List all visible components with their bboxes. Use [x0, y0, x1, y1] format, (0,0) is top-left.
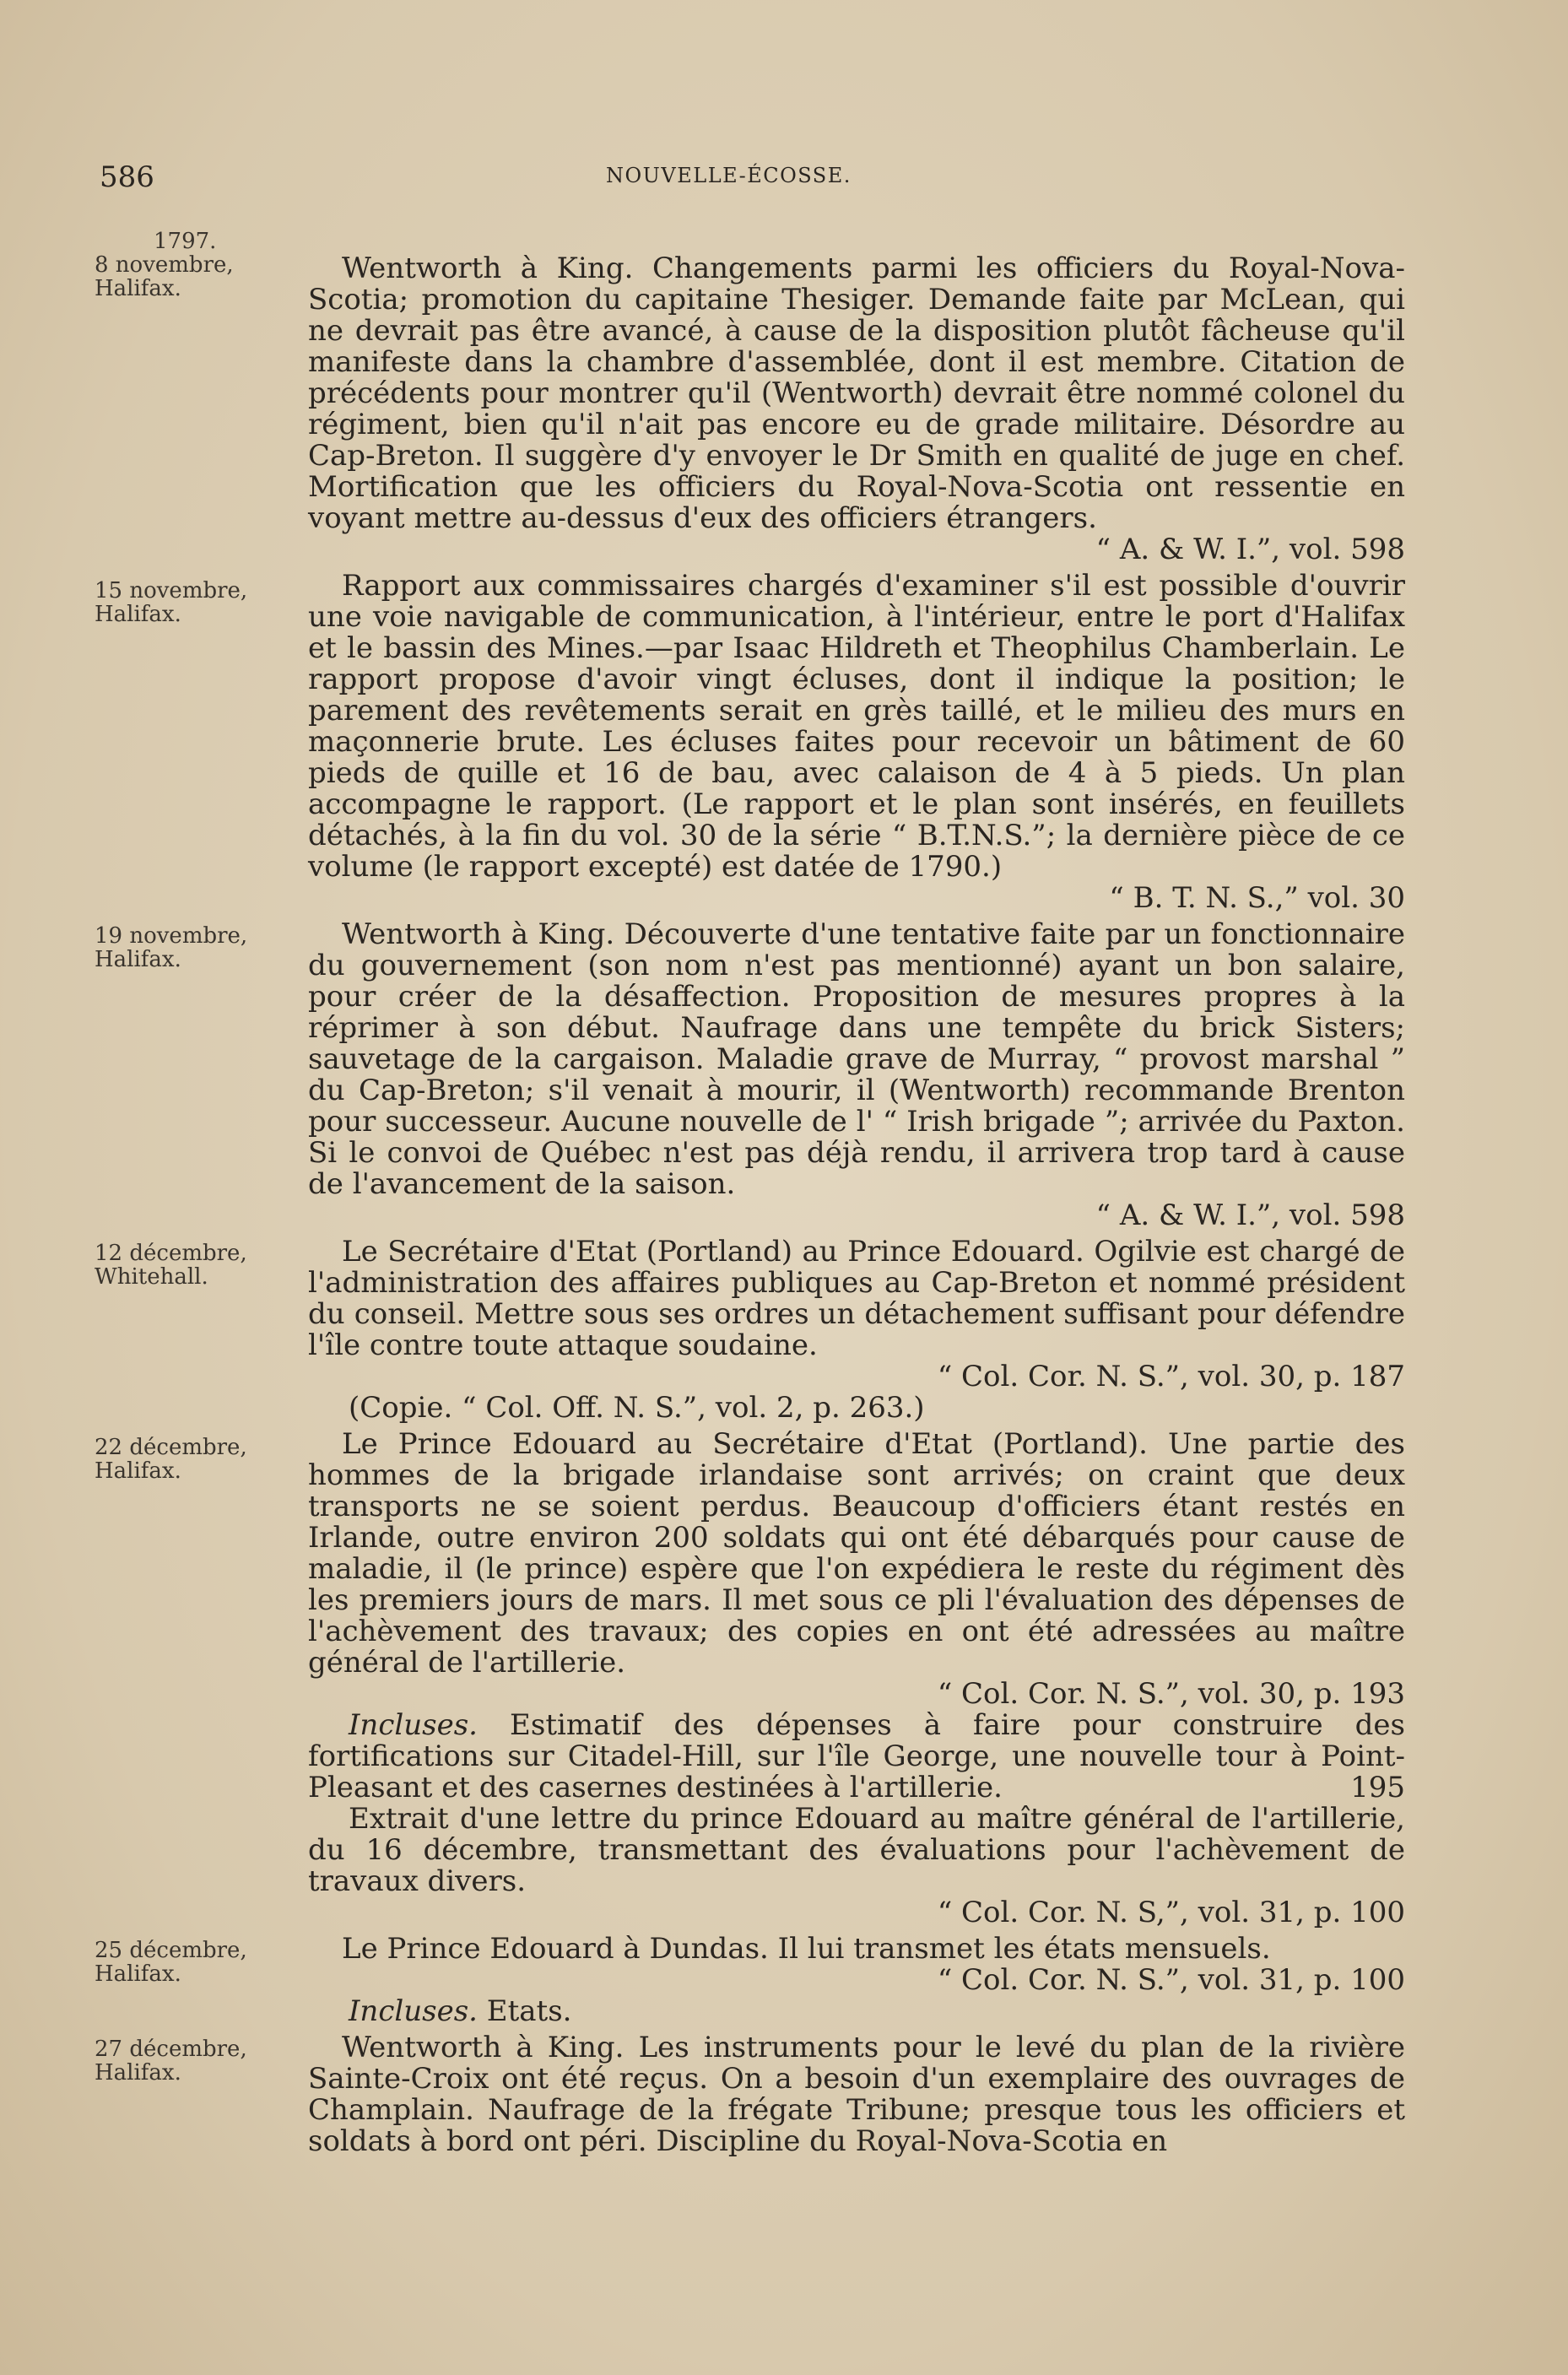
entry-date: 19 novembre, — [95, 923, 248, 949]
entry-margin — [95, 1436, 284, 1483]
entry-body: Rapport aux commissaires chargés d'examiner s'il est possible d'ouvrir une voie navigable de communication, à l'intérieur, entre le port d'Halifax et le bassin des Mines.—par Isaac Hildreth et Theophilus Chamberlain. Le rapport propose d'avoir vingt écluses, dont il indique la position; le parement des revêtements serait en grès taillé, et le milieu des murs en maçonnerie brute. Les écluses faites pour recevoir un bâtiment de 60 pieds de quille et 16 de bau, avec calaison de 4 à 5 pieds. Un plan accompagne le rapport. (Le rapport et le plan sont insérés, en feuillets détachés, à la fin du vol. 30 de la série “ B.T.N.S.”; la dernière pièce de ce volume (le rapport excepté) est datée de 1790.) — [308, 569, 1405, 884]
entry-text — [308, 1236, 1405, 1424]
entry — [0, 1236, 1568, 1424]
entry-place: Halifax. — [95, 276, 181, 301]
entry-margin — [95, 1939, 284, 1986]
entry-place: Halifax. — [95, 2060, 181, 2086]
page-number: 586 — [100, 160, 154, 194]
entry-body: Wentworth à King. Changements parmi les officiers du Royal-Nova-Scotia; promotion du capitaine Thesiger. Demande faite par McLean, qui ne devrait pas être avancé, à cause de la disposition plutôt fâcheuse qu'il manifeste dans la chambre d'assemblée, dont il est membre. Citation de précédents pour montrer qu'il (Wentworth) devrait être nommé colonel du régiment, bien qu'il n'ait pas encore eu de grade militaire. Désordre au Cap-Breton. Il suggère d'y envoyer le Dr Smith en qualité de juge en chef. Mortification que les officiers du Royal-Nova-Scotia ont ressentie en voyant mettre au-dessus d'eux des officiers étrangers. — [308, 252, 1405, 535]
entry-place: Halifax. — [95, 1458, 181, 1484]
entry-date: 15 novembre, — [95, 578, 248, 603]
entry-body: Le Prince Edouard au Secrétaire d'Etat (Portland). Une partie des hommes de la brigade irlandaise sont arrivés; on craint que deux transports ne se soient perdus. Beaucoup d'officiers étant restés en Irlande, outre environ 200 soldats qui ont été débarqués pour cause de maladie, il (le prince) espère que l'on expédiera le reste du régiment dès les premiers jours de mars. Il met sous ce pli l'évaluation des dépenses de l'achèvement des travaux; des copies en ont été adressées au maître général de l'artillerie. — [308, 1427, 1405, 1680]
entry-text — [308, 1429, 1405, 1710]
entry-date: 27 décembre, — [95, 2037, 247, 2062]
enclosure-label: Incluses. — [349, 1994, 478, 2028]
entry — [0, 230, 1568, 565]
entry — [0, 1934, 1568, 2027]
entry-date: 12 décembre, — [95, 1241, 247, 1266]
entry-copy-note: (Copie. “ Col. Off. N. S.”, vol. 2, p. 263.) — [349, 1391, 925, 1425]
entry-reference: “ A. & W. I.”, vol. 598 — [1095, 1198, 1405, 1232]
entry-text — [308, 919, 1405, 1231]
entry-text — [308, 571, 1405, 914]
entry-date: 8 novembre, — [95, 252, 234, 278]
extract-reference: “ Col. Cor. N. S,”, vol. 31, p. 100 — [937, 1896, 1405, 1929]
enclosure-text: Estimatif des dépenses à faire pour construire des fortifications sur Citadel-Hill, sur l'île George, une nouvelle tour à Point-Pleasant et des casernes destinées à l'artillerie. — [308, 1708, 1405, 1804]
entry-margin — [95, 924, 284, 971]
entry-body: Le Secrétaire d'Etat (Portland) au Prince Edouard. Ogilvie est chargé de l'administration des affaires publiques au Cap-Breton et nommé président du conseil. Mettre sous ses ordres un détachement suffisant pour défendre l'île contre toute attaque soudaine. — [308, 1235, 1405, 1362]
entry-extract — [308, 1804, 1405, 1929]
entry-margin — [95, 2037, 284, 2085]
extract-text: Extrait d'une lettre du prince Edouard au maître général de l'artillerie, du 16 décembre, transmettant des évaluations pour l'achèvement de travaux divers. — [308, 1802, 1405, 1898]
entry — [0, 571, 1568, 914]
entry-date: 22 décembre, — [95, 1435, 247, 1460]
entry-margin — [95, 230, 284, 300]
entry-text — [308, 2032, 1405, 2157]
entries-list — [0, 230, 1568, 2161]
entry-year: 1797. — [154, 229, 217, 254]
entry-body: Wentworth à King. Les instruments pour le levé du plan de la rivière Sainte-Croix ont été reçus. On a besoin d'un exemplaire des ouvrages de Champlain. Naufrage de la frégate Tribune; presque tous les officiers et soldats à bord ont péri. Discipline du Royal-Nova-Scotia en — [308, 2031, 1405, 2158]
entry-enclosure — [308, 1710, 1405, 1804]
entry-margin — [95, 579, 284, 626]
entry-reference: “ Col. Cor. N. S.”, vol. 30, p. 193 — [937, 1677, 1405, 1711]
entry-place: Halifax. — [95, 1961, 181, 1987]
page-header — [100, 160, 1416, 194]
entry-text — [308, 1934, 1405, 1996]
enclosure-label: Incluses. — [349, 1708, 478, 1742]
entry-margin — [95, 1242, 284, 1289]
entry-place: Whitehall. — [95, 1264, 208, 1290]
entry-place: Halifax. — [95, 947, 181, 972]
entry-enclosure — [308, 1996, 1405, 2027]
enclosure-page: 195 — [1350, 1771, 1405, 1804]
entry-place: Halifax. — [95, 602, 181, 627]
entry-reference: “ Col. Cor. N. S.”, vol. 31, p. 100 — [937, 1963, 1405, 1997]
entry-body: Wentworth à King. Découverte d'une tentative faite par un fonctionnaire du gouvernement (son nom n'est pas mentionné) ayant un bon salaire, pour créer de la désaffection. Proposition de mesures propres à la réprimer à son début. Naufrage dans une tempête du brick Sisters; sauvetage de la cargaison. Maladie grave de Murray, “ provost marshal ” du Cap-Breton; s'il venait à mourir, il (Wentworth) recommande Brenton pour successeur. Aucune nouvelle de l' “ Irish brigade ”; arrivée du Paxton. Si le convoi de Québec n'est pas déjà rendu, il arrivera trop tard à cause de l'avancement de la saison. — [308, 917, 1405, 1201]
entry — [0, 2032, 1568, 2157]
enclosure-text: Etats. — [486, 1994, 572, 2028]
entry-reference: “ A. & W. I.”, vol. 598 — [1095, 533, 1405, 566]
entry — [0, 1429, 1568, 1929]
entry-body: Le Prince Edouard à Dundas. Il lui transmet les états mensuels. — [342, 1932, 1271, 1966]
entry — [0, 919, 1568, 1231]
entry-date: 25 décembre, — [95, 1938, 247, 1963]
entry-reference: “ Col. Cor. N. S.”, vol. 30, p. 187 — [937, 1360, 1405, 1393]
entry-text — [308, 230, 1405, 565]
running-title: NOUVELLE-ÉCOSSE. — [606, 164, 852, 187]
entry-reference: “ B. T. N. S.,” vol. 30 — [1109, 881, 1405, 915]
